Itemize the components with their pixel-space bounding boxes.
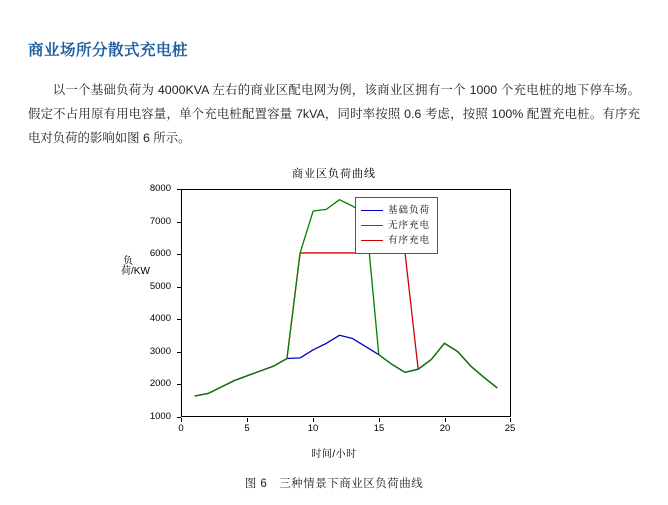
page-title: 商业场所分散式充电桩 bbox=[28, 42, 189, 59]
legend-label: 基础负荷 bbox=[388, 204, 431, 216]
series-lines bbox=[182, 190, 510, 416]
legend-item bbox=[361, 218, 430, 233]
legend-item bbox=[361, 233, 430, 248]
y-tick-label: 8000 bbox=[149, 182, 171, 194]
legend-swatch-base-load bbox=[361, 210, 383, 211]
legend-swatch-ordered bbox=[361, 240, 383, 241]
y-tick-label: 1000 bbox=[149, 410, 171, 422]
x-tick-label: 0 bbox=[178, 422, 184, 434]
y-tick-label: 6000 bbox=[149, 247, 171, 259]
x-tick-label: 10 bbox=[307, 422, 319, 434]
y-tick-label: 7000 bbox=[149, 215, 171, 227]
y-tick-label: 5000 bbox=[149, 280, 171, 292]
x-tick-mark bbox=[313, 418, 314, 422]
x-tick-label: 20 bbox=[439, 422, 451, 434]
x-tick-mark bbox=[181, 418, 182, 422]
legend-item bbox=[361, 203, 430, 218]
y-tick-label: 2000 bbox=[149, 377, 171, 389]
y-tick-label: 4000 bbox=[149, 312, 171, 324]
load-curve-chart bbox=[119, 161, 549, 461]
chart-title: 商业区负荷曲线 bbox=[292, 167, 376, 180]
x-tick-mark bbox=[379, 418, 380, 422]
y-axis-label: 负荷/KW bbox=[121, 255, 150, 278]
x-axis-label: 时间/小时 bbox=[311, 448, 357, 460]
x-tick-label: 15 bbox=[373, 422, 385, 434]
x-tick-mark bbox=[510, 418, 511, 422]
x-tick-label: 5 bbox=[244, 422, 250, 434]
plot-area bbox=[181, 189, 511, 417]
x-tick-label: 25 bbox=[504, 422, 516, 434]
x-tick-mark bbox=[247, 418, 248, 422]
y-tick-label: 3000 bbox=[149, 345, 171, 357]
chart-legend bbox=[355, 197, 438, 255]
legend-label: 无序充电 bbox=[388, 219, 431, 231]
figure-container bbox=[26, 161, 642, 491]
figure-caption: 图 6 三种情景下商业区负荷曲线 bbox=[244, 477, 424, 490]
body-paragraph: 以一个基础负荷为 4000KVA 左右的商业区配电网为例，该商业区拥有一个 1000 个充电桩的地下停车场。假定不占用原有用电容量，单个充电桩配置容量 7kVA，同时率按照 0.6 考虑，按照 100% 配置充电桩。有序充电对负荷的影响如图 6 所示。 bbox=[28, 83, 640, 146]
legend-label: 有序充电 bbox=[388, 234, 431, 246]
x-tick-mark bbox=[445, 418, 446, 422]
legend-swatch-disordered bbox=[361, 225, 383, 226]
